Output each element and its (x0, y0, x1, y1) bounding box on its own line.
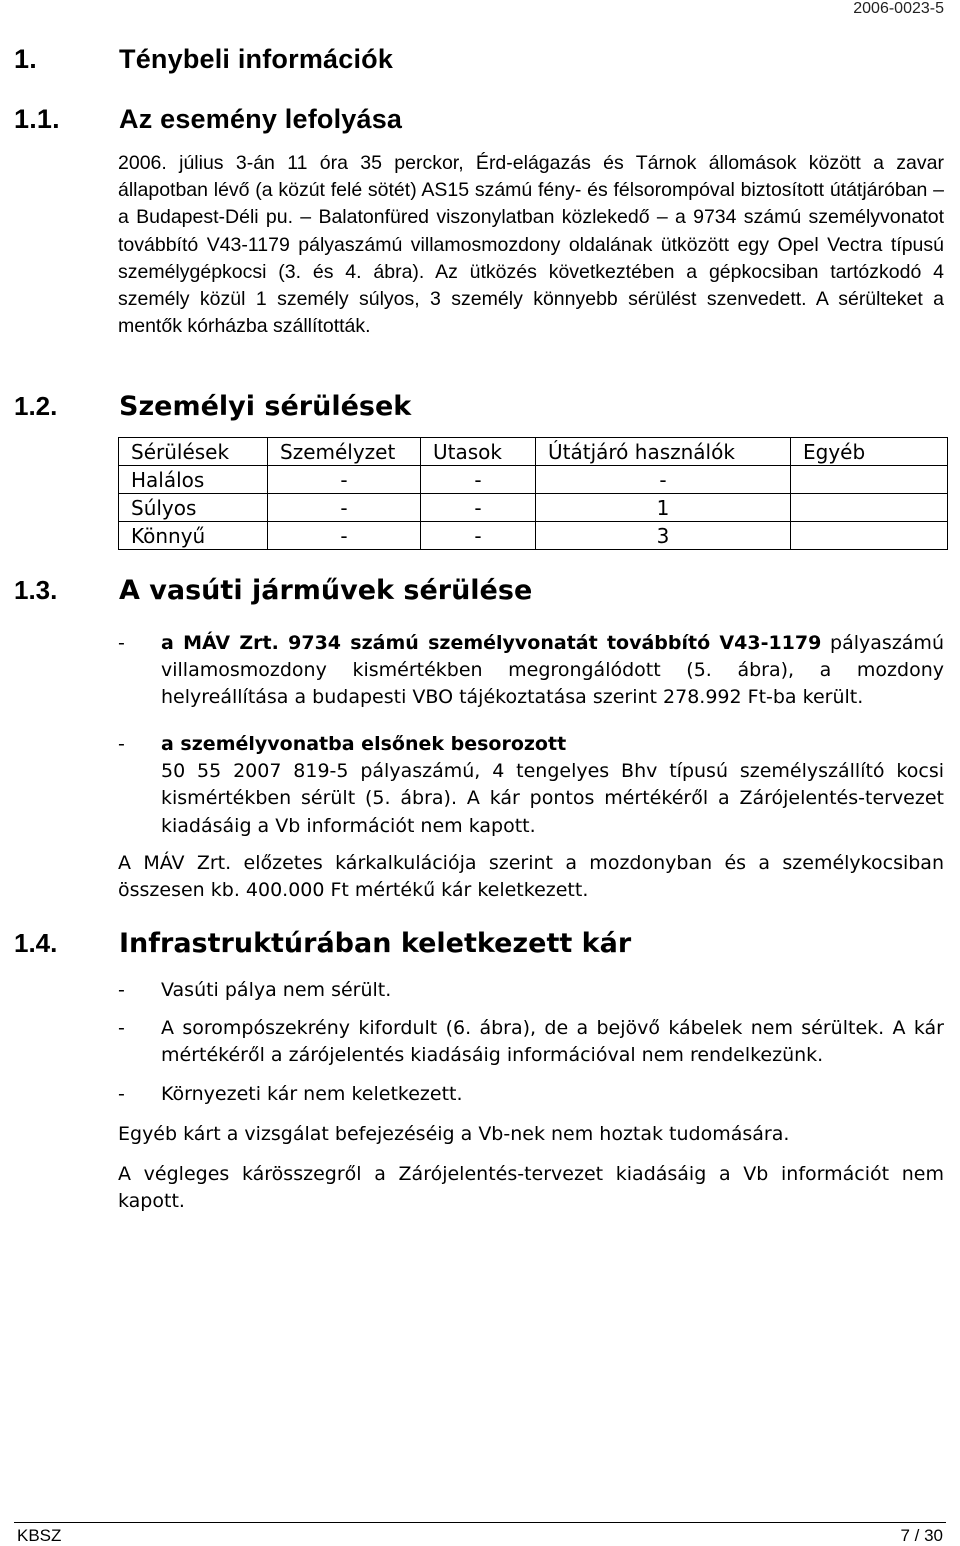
table-header: Személyzet (268, 438, 421, 466)
event-description-paragraph: 2006. július 3-án 11 óra 35 perckor, Érd-elágazás és Tárnok állomások között a zavar állapotban lévő (a közút felé sötét) AS15 számú fény- és félsorompóval biztosított útátjáróban – a Budapest-Déli pu. – Balatonfüred viszonylatban közlekedő – a 9734 számú személyvonatot továbbító V43-1179 pályaszámú villamosmozdony oldalának ütközött egy Opel Vectra típusú személygépkocsi (3. és 4. ábra). Az ütközés következtében a gépkocsiban tartózkodó 4 személy közül 1 személy súlyos, 3 személy könnyebb sérülést szenvedett. A sérülteket a mentők kórházba szállították. (118, 152, 944, 338)
section-1-heading (14, 44, 393, 75)
table-cell: - (268, 494, 421, 522)
footer-divider (14, 1522, 946, 1523)
table-cell: 1 (536, 494, 791, 522)
document-id: 2006-0023-5 (853, 0, 944, 17)
footer-organization: KBSZ (17, 1526, 62, 1545)
table-cell (791, 494, 948, 522)
table-cell: - (536, 466, 791, 494)
list-dash: - (118, 979, 125, 1001)
list-item-text: Vasúti pálya nem sérült. (161, 979, 392, 1001)
table-header: Útátjáró használók (536, 438, 791, 466)
list-dash: - (118, 733, 125, 755)
locomotive-label: a MÁV Zrt. 9734 számú személyvonatát továbbító V43-1179 (161, 632, 822, 654)
section-title: A vasúti járművek sérülése (119, 575, 533, 606)
section-number: 1.3. (14, 575, 58, 605)
section-number: 1. (14, 44, 37, 74)
list-dash: - (118, 632, 125, 654)
section-number: 1.2. (14, 391, 58, 421)
table-cell: Halálos (119, 466, 268, 494)
table-header-row (119, 438, 948, 466)
section-1-1-heading (14, 104, 402, 135)
table-cell: - (421, 494, 536, 522)
section-title: Ténybeli információk (119, 44, 394, 74)
table-cell: 3 (536, 522, 791, 550)
table-cell: Súlyos (119, 494, 268, 522)
passenger-car-damage-text: 50 55 2007 819-5 pályaszámú, 4 tengelyes Bhv típusú személyszállító kocsi kismértékben sérült (5. ábra). A kár pontos mértékéről a Zárójelentés-tervezet kiadásáig a Vb információt nem kapott. (161, 760, 944, 837)
list-item-text: Környezeti kár nem keletkezett. (161, 1083, 463, 1105)
list-item (118, 1015, 944, 1069)
table-row (119, 522, 948, 550)
table-row (119, 466, 948, 494)
list-item (118, 630, 944, 712)
list-dash: - (118, 1083, 125, 1105)
page-number: 7 / 30 (900, 1526, 943, 1545)
table-row (119, 494, 948, 522)
section-title: Személyi sérülések (119, 391, 412, 422)
table-cell (791, 466, 948, 494)
table-header: Sérülések (119, 438, 268, 466)
list-item (118, 731, 944, 840)
table-cell: Könnyű (119, 522, 268, 550)
locomotive-damage-text: pályaszámú villamosmozdony kismértékben megrongálódott (5. ábra), a mozdony helyreállítása a budapesti VBO tájékoztatása szerint 278.992 Ft-ba került. (161, 632, 944, 709)
list-item (118, 977, 944, 1004)
table-cell: - (268, 522, 421, 550)
section-number: 1.1. (14, 104, 60, 134)
injuries-table (118, 437, 948, 550)
other-damage-paragraph: Egyéb kárt a vizsgálat befejezéséig a Vb-nek nem hoztak tudomására. (118, 1123, 790, 1145)
table-header: Utasok (421, 438, 536, 466)
section-title: Az esemény lefolyása (119, 104, 403, 134)
table-cell (791, 522, 948, 550)
table-cell: - (421, 466, 536, 494)
table-header: Egyéb (791, 438, 948, 466)
passenger-car-label: a személyvonatba elsőnek besorozott (161, 733, 567, 755)
table-cell: - (421, 522, 536, 550)
section-1-3-heading (14, 575, 532, 606)
list-dash: - (118, 1017, 125, 1039)
section-title: Infrastruktúrában keletkezett kár (119, 928, 632, 959)
section-1-2-heading (14, 391, 411, 422)
section-number: 1.4. (14, 928, 58, 958)
list-item-text: A sorompószekrény kifordult (6. ábra), de a bejövő kábelek nem sérültek. A kár mértékéről a zárójelentés kiadásáig információval nem rendelkezünk. (161, 1017, 944, 1067)
final-damage-paragraph: A végleges kárösszegről a Zárójelentés-tervezet kiadásáig a Vb információt nem kapott. (118, 1163, 944, 1213)
damage-summary-paragraph: A MÁV Zrt. előzetes kárkalkulációja szerint a mozdonyban és a személykocsiban összesen kb. 400.000 Ft mértékű kár keletkezett. (118, 852, 944, 902)
table-cell: - (268, 466, 421, 494)
section-1-4-heading (14, 928, 631, 959)
list-item (118, 1081, 944, 1108)
